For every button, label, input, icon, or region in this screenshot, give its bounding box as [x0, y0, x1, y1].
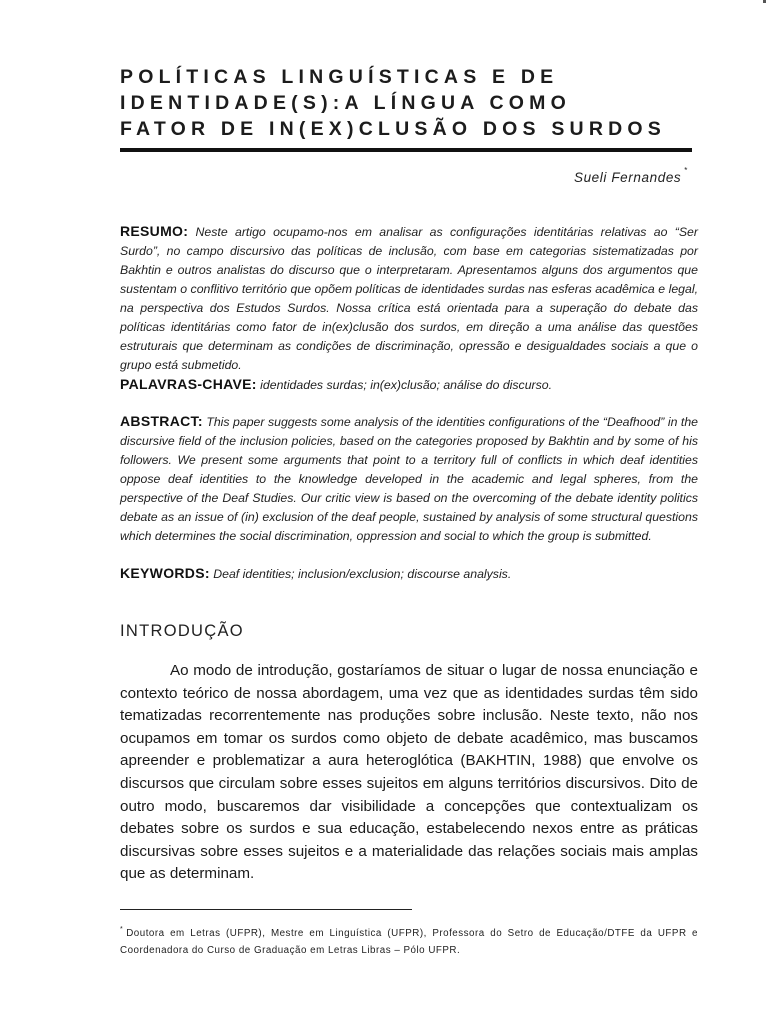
introduction-body [120, 660, 698, 886]
palavras-chave-label: PALAVRAS-CHAVE: [120, 376, 257, 392]
corner-mark [763, 0, 766, 3]
section-heading: INTRODUÇÃO [120, 622, 244, 640]
keywords-label: KEYWORDS: [120, 565, 210, 581]
footnote-mark: * [120, 926, 124, 933]
author-name: Sueli Fernandes [573, 170, 682, 185]
footnote-text: Doutora em Letras (UFPR), Mestre em Linguística (UFPR), Professora do Setro de Educação/DTFE da UFPR e Coordenadora do Curso de Graduação em Letras Libras – Pólo UFPR. [120, 928, 698, 956]
abstract-label: ABSTRACT: [120, 413, 203, 429]
palavras-chave-block [120, 375, 698, 395]
keywords-block [120, 564, 698, 584]
title-line: POLÍTICAS LINGUÍSTICAS E DE [120, 66, 559, 88]
footnote-rule [120, 909, 412, 910]
resumo-block [120, 222, 698, 375]
abstract-block [120, 412, 698, 546]
title-line: IDENTIDADE(S):A LÍNGUA COMO [120, 92, 571, 114]
title-rule [120, 148, 692, 152]
abstract-text: This paper suggests some analysis of the identities configurations of the “Deafhood” in the discursive field of the inclusion policies, based on the categories proposed by Bakhtin and by some of his followers. We present some arguments that point to a territory full of conflicts in which deaf identities oppose deaf identities to the knowledge developed in the academic and legal spheres, from the perspective of the Deaf Studies. Our critic view is based on the overcoming of the debate identity politics debate as an issue of (in) exclusion of the deaf people, sustained by analysis of some structural questions which determines the social discrimination, oppression and social to which the group is submitted. [120, 415, 699, 543]
footnote [120, 922, 698, 959]
title-line: FATOR DE IN(EX)CLUSÃO DOS SURDOS [120, 118, 666, 140]
resumo-label: RESUMO: [120, 223, 189, 239]
introduction-paragraph: Ao modo de introdução, gostaríamos de situar o lugar de nossa enunciação e contexto teórico de nossa abordagem, uma vez que as identidades surdas têm sido tematizadas recorrentemente nas produções sobre inclusão. Neste texto, não nos ocupamos em tomar os surdos como objeto de debate acadêmico, mas buscamos apreender e problematizar a aura heteroglótica (BAKHTIN, 1988) que envolve os discursos que circulam sobre esses sujeitos em alguns territórios discursivos. Dito de outro modo, buscaremos dar visibilidade a concepções que contextualizam os debates sobre os surdos e sua educação, estabelecendo nexos entre as práticas discursivas sobre esses sujeitos e a materialidade das relações sociais mais amplas que as determinam. [120, 662, 698, 883]
resumo-text: Neste artigo ocupamo-nos em analisar as configurações identitárias relativas ao “Ser Surdo”, no campo discursivo das políticas de inclusão, com base em categorias sistematizadas por Bakhtin e outros analistas do discurso que o interpretaram. Apresentamos alguns dos argumentos que sustentam o conflitivo território que opõem políticas de identidades surdas nas esferas acadêmica e legal, na perspectiva dos Estudos Surdos. Nossa crítica está orientada para a superação do debate das políticas identitárias como fator de in(ex)clusão dos surdos, em direção a uma análise das questões estruturais que determinam as condições de discriminação, opressão e desigualdades sociais a que o grupo está submetido. [120, 225, 698, 372]
article-title [120, 64, 700, 142]
author-line [574, 166, 688, 185]
keywords-text: Deaf identities; inclusion/exclusion; discourse analysis. [213, 567, 512, 581]
palavras-chave-text: identidades surdas; in(ex)clusão; análise do discurso. [260, 378, 553, 392]
author-footnote-mark: * [684, 166, 688, 175]
